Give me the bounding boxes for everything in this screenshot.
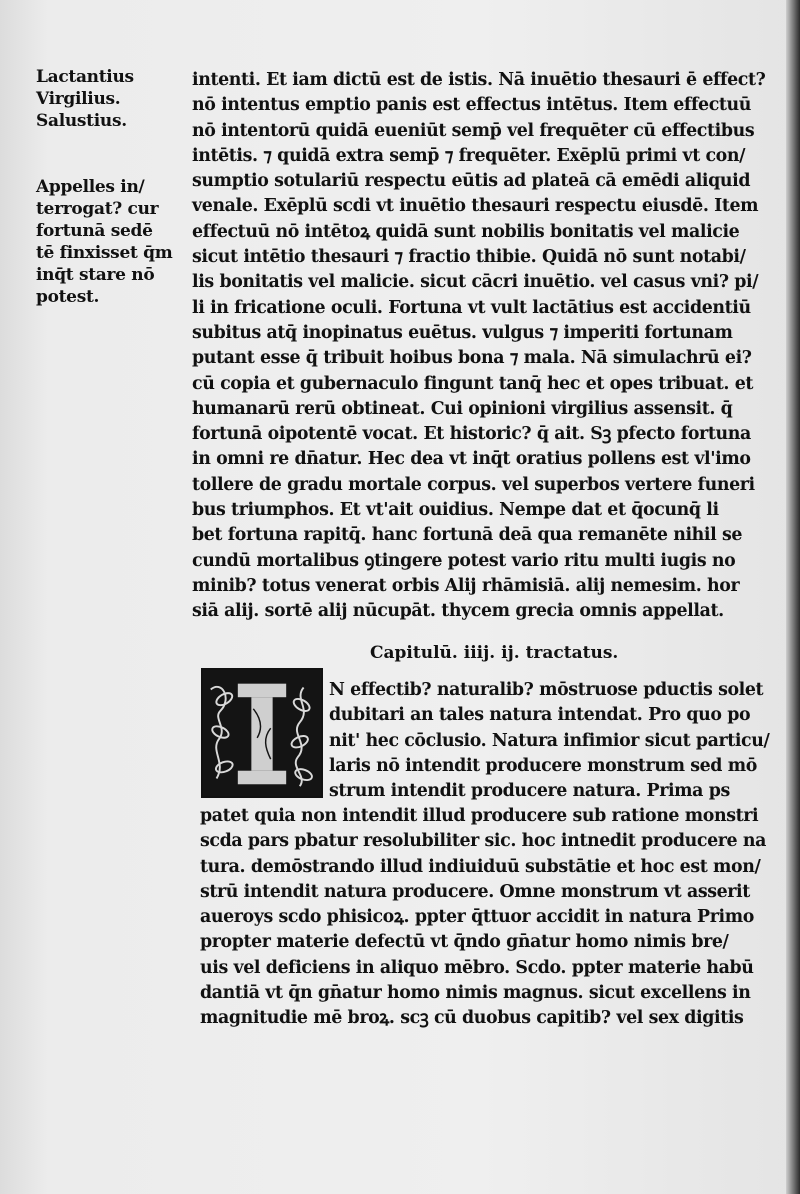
margin-line: Appelles in/ [36, 177, 145, 197]
margin-note-authors [36, 66, 186, 132]
chapter-heading: Capitulū. iiij. ij. tractatus. [370, 643, 619, 663]
text-line: intētis. ⁊ quidā extra semp̄ ⁊ frequēter. Exēplū primi vt con/ [192, 145, 746, 166]
main-paragraph-1 [192, 68, 768, 625]
text-line: tura. demōstrando illud indiuiduū substātie et hoc est mon/ [200, 856, 761, 877]
text-line: N effectib? naturalib? mōstruose pductis solet [329, 680, 764, 700]
margin-line: tē finxisset q̄m [36, 243, 173, 263]
main-paragraph-2 [200, 804, 768, 1032]
text-line: humanarū rerū obtineat. Cui opinioni virgilius assensit. q̄ [192, 398, 733, 419]
text-line: tollere de gradu mortale corpus. vel superbos vertere funeri [192, 474, 755, 495]
text-line: laris nō intendit producere monstrum sed mō [329, 755, 757, 776]
margin-line: Salustius. [36, 111, 127, 131]
decorated-initial-svg [203, 670, 321, 796]
text-line: nō intentus emptio panis est effectus intētus. Item effectuū [192, 95, 752, 116]
text-line: cundū mortalibus ꝯtingere potest vario ritu multi iugis no [192, 550, 736, 571]
text-line: li in fricatione oculi. Fortuna vt vult lactātius est accidentiū [192, 297, 751, 318]
text-line: patet quia non intendit illud producere sub ratione monstri [200, 806, 759, 826]
text-line: nit' hec cōclusio. Natura infimior sicut particu/ [329, 730, 770, 751]
text-line: strum intendit producere natura. Prima ps [329, 781, 730, 802]
text-line: in omni re dn̄atur. Hec dea vt inq̄t oratius pollens est vl'imo [192, 449, 751, 470]
margin-line: terrogat? cur [36, 199, 159, 219]
text-line: magnitudie mē broꝝ. scꝫ cū duobus capitib? vel sex digitis [200, 1008, 744, 1029]
margin-line: Lactantius [36, 67, 134, 87]
decorated-initial-letter [201, 668, 323, 798]
text-line: effectuū nō intētoꝝ quidā sunt nobilis bonitatis vel malicie [192, 221, 740, 242]
text-line: nō intentorū quidā eueniūt semp̄ vel frequēter cū effectibus [192, 120, 755, 141]
text-line: putant esse q̄ tribuit hoibus bona ⁊ mala. Nā simulachrū ei? [192, 348, 752, 369]
text-line: dubitari an tales natura intendat. Pro quo po [329, 705, 751, 726]
main-paragraph-2-beside-initial [329, 678, 769, 804]
text-line: uis vel deficiens in aliquo mēbro. Scdo. ppter materie habū [200, 957, 754, 978]
text-line: bet fortuna rapitq̄. hanc fortunā deā qua remanēte nihil se [192, 525, 743, 546]
margin-line: potest. [36, 287, 100, 307]
text-line: cū copia et gubernaculo fingunt tanq̄ hec et opes tribuat. et [192, 373, 754, 394]
text-line: lis bonitatis vel malicie. sicut cācri inuētio. vel casus vni? pi/ [192, 272, 759, 293]
text-line: sicut intētio thesauri ⁊ fractio thibie. Quidā nō sunt notabi/ [192, 247, 746, 268]
text-line: bus triumphos. Et vt'ait ouidius. Nempe dat et q̄ocunq̄ li [192, 500, 719, 521]
text-line: dantiā vt q̄n gn̄atur homo nimis magnus. sicut excellens in [200, 983, 751, 1004]
text-line: aueroys scdo phisicoꝝ. ppter q̄ttuor accidit in natura Primo [200, 907, 754, 928]
text-line: fortunā oipotentē vocat. Et historic? q̄ ait. Sꝫ pfecto fortuna [192, 424, 751, 445]
text-line: sumptio sotulariū respectu eūtis ad plateā cā emēdi aliquid [192, 171, 751, 192]
margin-line: Virgilius. [36, 89, 121, 109]
text-line: minib? totus venerat orbis Alij rhāmisiā. alij nemesim. hor [192, 575, 740, 596]
text-line: scda pars pbatur resolubiliter sic. hoc intnedit producere na [200, 831, 766, 852]
margin-line: fortunā sedē [36, 221, 153, 241]
margin-note-apelles [36, 176, 186, 308]
text-line: propter materie defectū vt q̄ndo gn̄atur homo nimis bre/ [200, 932, 729, 953]
margin-line: inq̄t stare nō [36, 265, 155, 285]
text-line: venale. Exēplū scdi vt inuētio thesauri respectu eiusdē. Item [192, 196, 759, 217]
text-line: siā alij. sortē alij nūcupāt. thycem grecia omnis appellat. [192, 601, 724, 622]
page-gutter-shadow [786, 0, 800, 1194]
text-line: intenti. Et iam dictū est de istis. Nā inuētio thesauri ē effect? [192, 70, 766, 90]
text-line: subitus atq̄ inopinatus euētus. vulgus ⁊ imperiti fortunam [192, 322, 733, 343]
text-line: strū intendit natura producere. Omne monstrum vt asserit [200, 881, 750, 902]
